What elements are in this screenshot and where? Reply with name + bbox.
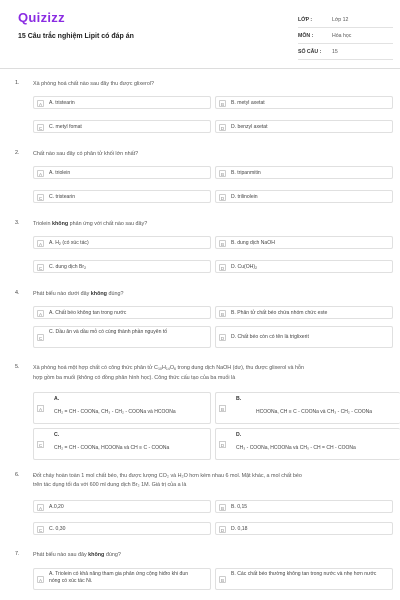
page-header [0,0,400,68]
option-a[interactable] [33,166,211,179]
option-text-part: (có xúc tác) [60,240,89,246]
option-letter: D [220,195,225,201]
meta-value: Lớp 12 [332,16,349,23]
option-text: C. metyl fomat [49,124,82,130]
meta-row-class [298,12,393,28]
option-b[interactable] [215,500,393,513]
option-letter: B [220,578,225,583]
question-text-part: đúng? [106,291,124,297]
option-text-part: C. dung dịch Br [49,264,85,270]
option-b[interactable] [215,306,393,319]
option-c[interactable] [33,120,211,133]
option-text: C. Dầu ăn và dầu mỏ có cùng thành phần nguyên tố [49,329,168,335]
subscript: 2 [84,266,87,270]
header-divider [0,68,400,69]
option-a[interactable] [33,500,211,513]
option-text [49,240,89,246]
option-text: C. tristearin [49,194,76,200]
option-text [231,264,257,270]
question-emphasis: không [51,221,69,227]
option-a[interactable] [33,96,211,109]
option-text: B. tripanmitin [231,170,261,176]
page-title: 15 Câu trắc nghiệm Lipit có đáp án [18,33,134,40]
option-letter: A [38,101,43,107]
option-letter: C [38,265,43,271]
option-letter: A [38,241,43,247]
option-c[interactable] [33,428,211,460]
meta-label: LỚP : [298,16,313,23]
question-number: 7. [15,551,20,557]
question-text-part: Đốt cháy hoàn toàn 1 mol chất béo, thu được lượng CO₂ và H₂O hơn kém nhau 6 mol. Mặt khác, a mol chất béo [33,473,302,479]
option-text: B. Các chất béo thường không tan trong nước và nhẹ hơn nước [231,571,377,577]
question-number: 1. [15,80,20,86]
question-text-part: O [169,365,175,371]
question-text [33,551,388,560]
option-text: D. 0,18 [231,526,248,532]
question-text-part: Phát biểu nào dưới đây [33,291,91,297]
option-letter: C [38,443,43,448]
subscript: 2 [255,266,258,270]
question-number: 4. [15,290,20,296]
question-emphasis: không [88,552,105,558]
option-text: B. dung dịch NaOH [231,240,275,246]
option-text: HCOONa, CH ≡ C - COONa và CH₃ - CH₂ - COONa [256,409,373,415]
question-text-part: Phát biểu nào sau đây [33,552,89,558]
option-letter: A [38,407,43,412]
option-letter: D [220,336,225,341]
option-a[interactable] [33,392,211,424]
meta-row-subject [298,28,393,44]
question-text-part: phản ứng với chất nào sau đây? [68,221,148,227]
meta-value: 15 [332,48,338,55]
option-label: C. [54,432,60,438]
option-text [49,264,86,270]
question-text-part: Triolein [33,221,52,227]
option-d[interactable] [215,260,393,273]
option-letter: C [38,336,43,341]
option-letter: B [220,407,225,412]
subscript: 10 [157,367,162,371]
option-label: B. [236,396,242,402]
option-text: C. 0,30 [49,526,66,532]
question-text: Chất nào sau đây có phân tử khối lớn nhất? [33,151,139,157]
subscript: 2 [58,242,61,246]
meta-label: SỐ CÂU : [298,48,322,55]
option-text: CH₂ = CH - COONa, HCOONa và CH ≡ C - COONa [54,445,170,451]
subscript: 6 [174,367,177,371]
question-text [33,290,388,299]
option-text: A. tristearin [49,100,75,106]
question-number: 6. [15,472,20,478]
option-c[interactable] [33,326,211,348]
quizizz-logo: Quizizz [18,10,65,25]
option-text: D. trilinolein [231,194,258,200]
question-number: 5. [15,364,20,370]
option-text: B. metyl axetat [231,100,265,106]
question-text-part: trên tác dụng tối đa với 600 ml dung dịch Br₂ 1M. Giá trị của a là [33,482,187,488]
meta-value: Hóa học [332,32,352,39]
option-text-part: A. H [49,240,59,246]
option-c[interactable] [33,260,211,273]
question-text [33,472,388,490]
question-text-part: hợp gồm ba muối (không có đồng phân hình học). Công thức cấu tạo của ba muối là [33,375,236,381]
option-d[interactable] [215,326,393,348]
meta-info [298,12,393,60]
option-text: A. triolein [49,170,71,176]
option-b[interactable] [215,96,393,109]
option-text: A.0,20 [49,504,64,510]
option-text: B. 0,15 [231,504,248,510]
question-emphasis: không [90,291,107,297]
option-d[interactable] [215,120,393,133]
option-text: A. Triolein có khả năng tham gia phản ứng cộng hiđro khi đun nóng có xúc tác Ni. [49,571,189,584]
option-b[interactable] [215,236,393,249]
meta-row-count [298,44,393,60]
option-letter: B [220,171,225,177]
subscript: 14 [165,367,170,371]
option-d[interactable] [215,522,393,535]
option-a[interactable] [33,306,211,319]
option-c[interactable] [33,190,211,203]
option-text: CH₃ - COONa, HCOONa và CH₃ - CH = CH - COONa [236,445,356,451]
option-letter: B [220,311,225,317]
question-text-part: đúng? [104,552,121,558]
option-letter: B [220,505,225,511]
option-letter: A [38,311,43,317]
question-text-part: trong dung dịch NaOH (dư), thu được glixerol và hỗn [176,365,304,371]
option-letter: D [220,443,225,448]
question-text [33,220,388,229]
option-letter: C [38,527,43,533]
option-b[interactable] [215,568,393,590]
question-text-part: H [161,365,166,371]
option-text: D. benzyl axetat [231,124,268,130]
option-letter: C [38,195,43,201]
option-letter: D [220,125,225,131]
option-letter: B [220,241,225,247]
option-b[interactable] [215,166,393,179]
option-text: D. Chất béo còn có tên là triglixerit [231,334,309,340]
option-text: CH₂ = CH - COONa, CH₃ - CH₂ - COONa và HCOONa [54,409,176,415]
option-letter: A [38,171,43,177]
option-letter: D [220,527,225,533]
option-d[interactable] [215,190,393,203]
option-label: A. [54,396,60,402]
option-c[interactable] [33,522,211,535]
option-letter: A [38,505,43,511]
option-letter: C [38,125,43,131]
option-b[interactable] [215,392,400,424]
option-text-part: D. Cu(OH) [231,264,256,270]
option-a[interactable] [33,236,211,249]
question-number: 2. [15,150,20,156]
option-letter: A [38,578,43,583]
option-a[interactable] [33,568,211,590]
option-d[interactable] [215,428,400,460]
question-text-part: Xà phòng hoá một hợp chất có công thức phân tử C [33,365,158,371]
question-text: Xà phòng hoá chất nào sau đây thu được glixerol? [33,81,155,87]
meta-label: MÔN : [298,32,314,39]
option-text: B. Phân tử chất béo chứa nhóm chức este [231,310,328,316]
question-text [33,364,388,383]
option-letter: D [220,265,225,271]
option-label: D. [236,432,242,438]
question-number: 3. [15,220,20,226]
option-letter: B [220,101,225,107]
option-text: A. Chất béo không tan trong nước [49,310,127,316]
